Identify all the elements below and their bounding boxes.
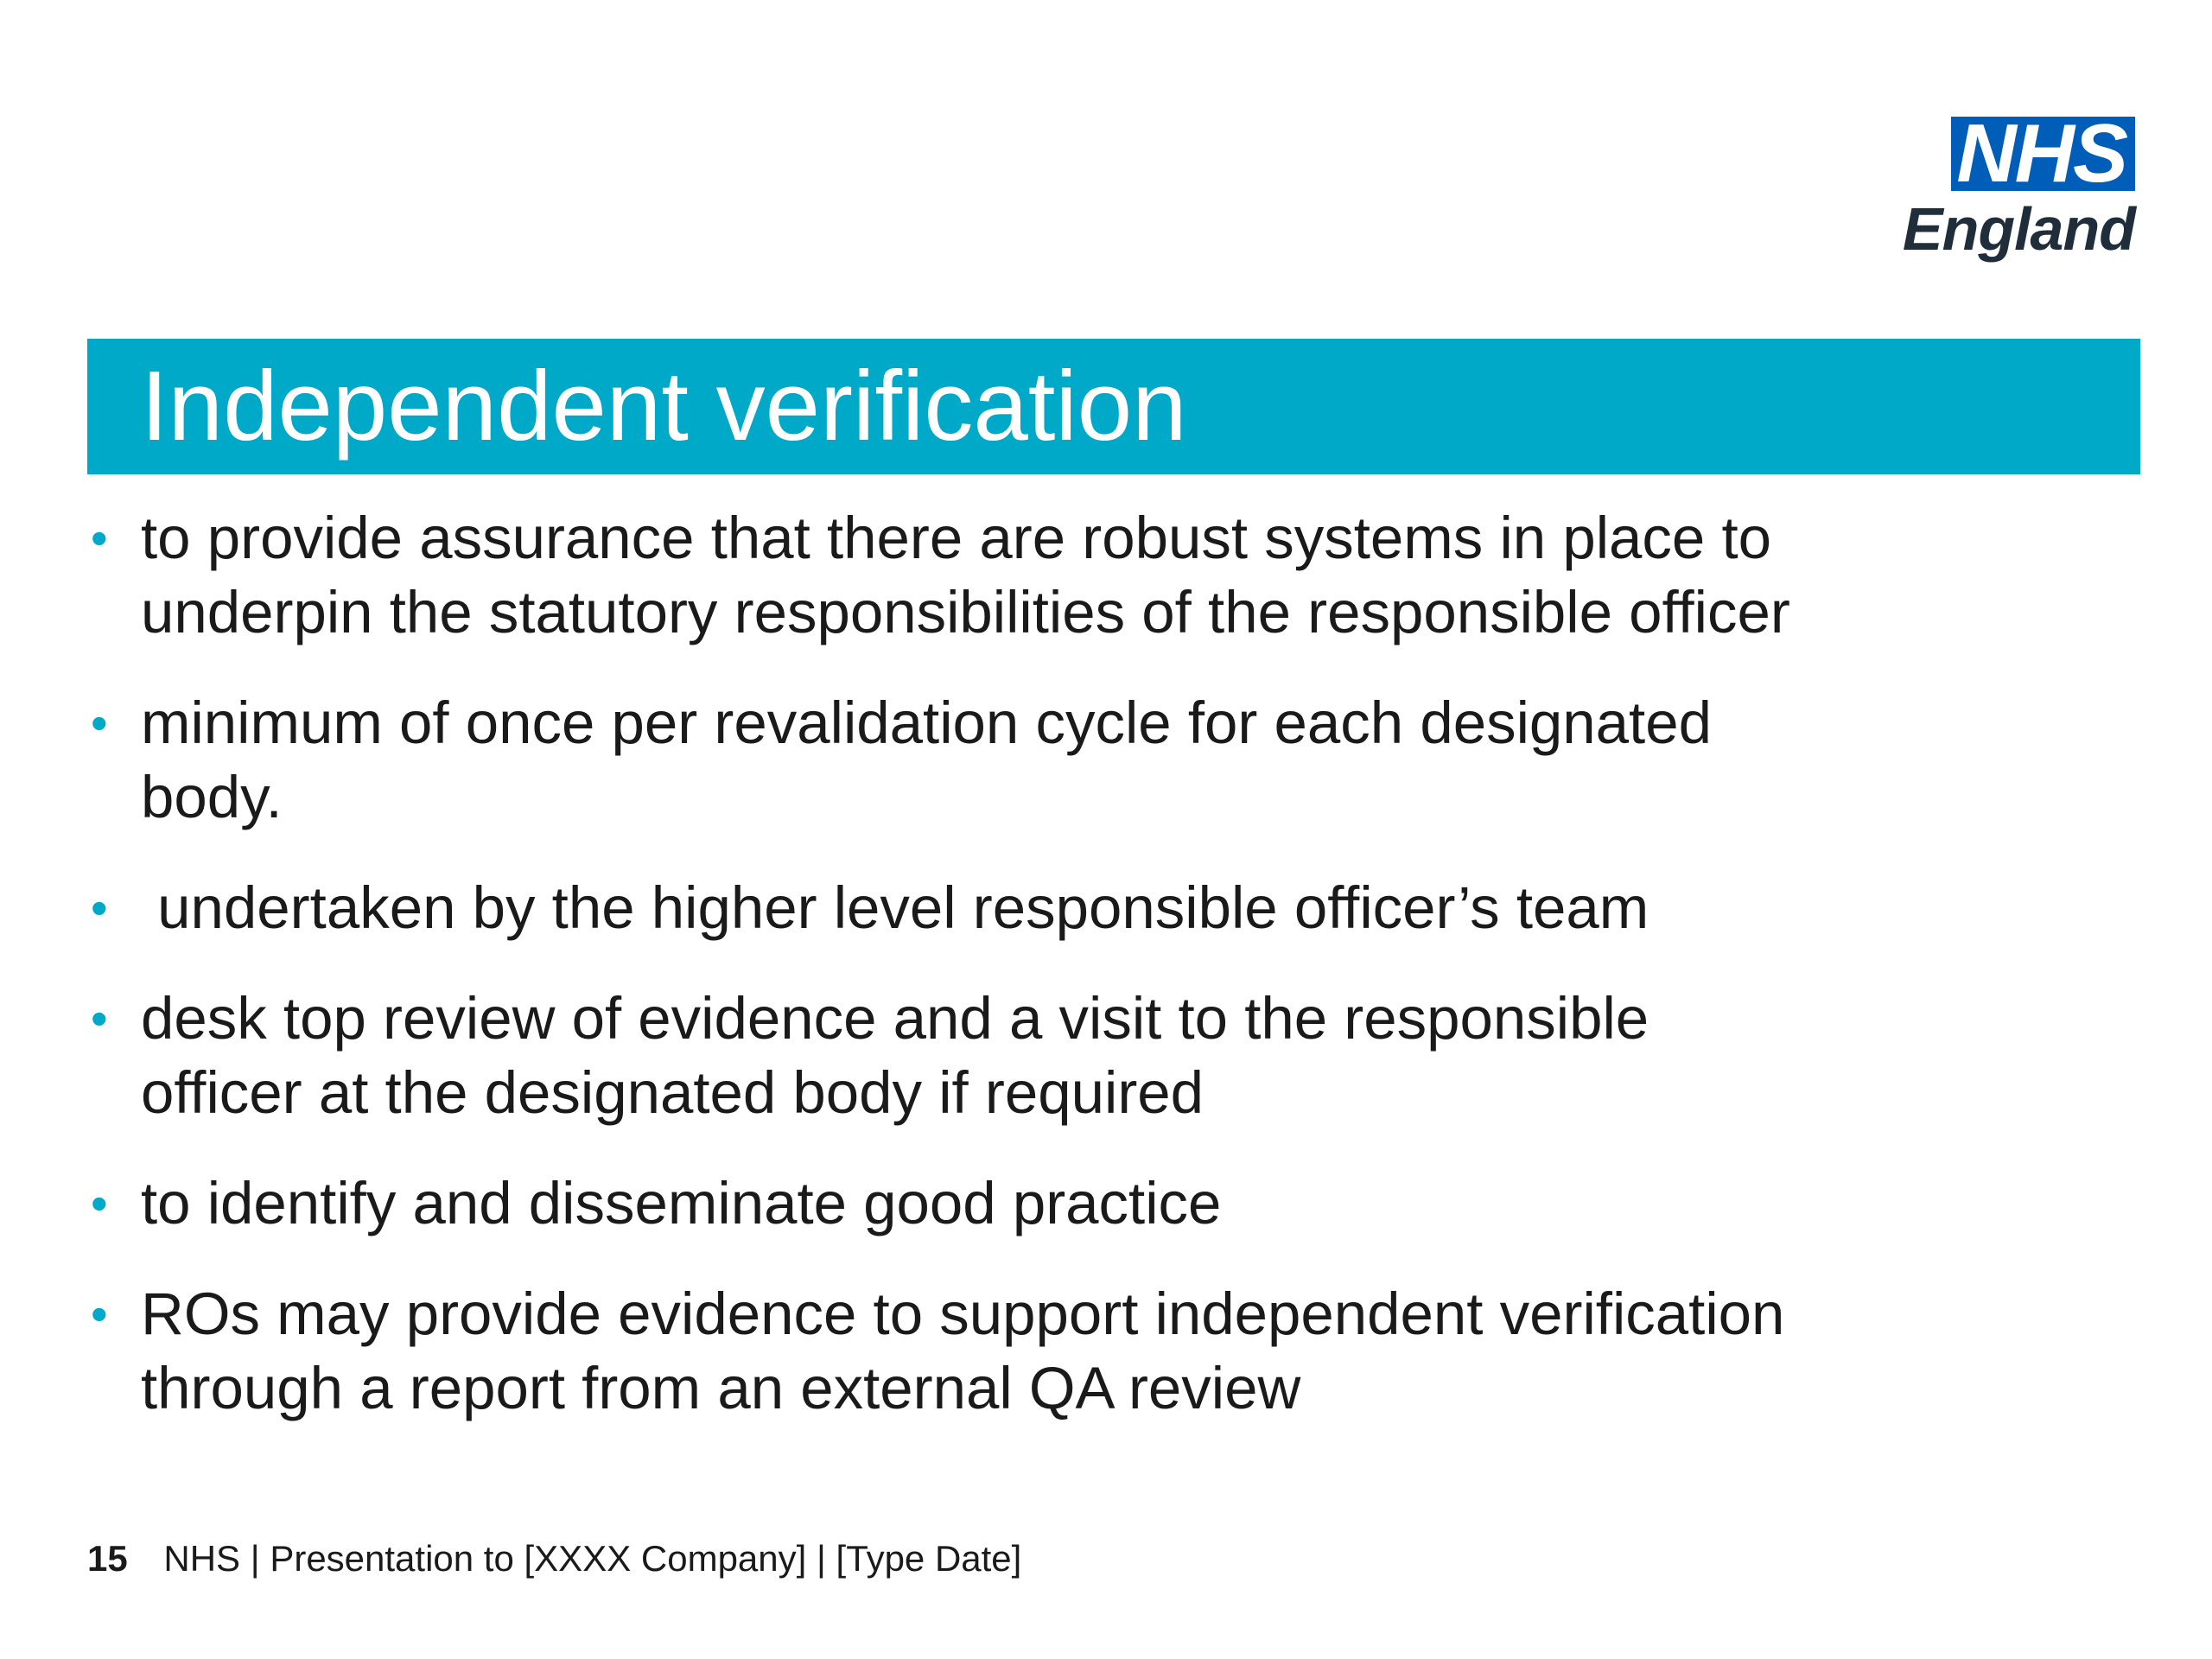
title-bar [87, 339, 2140, 474]
bullet-icon: • [91, 1287, 108, 1341]
nhs-england-logo [1897, 107, 2135, 264]
bullet-icon: • [91, 696, 108, 750]
bullet-icon: • [91, 991, 108, 1046]
bullet-text: desk top review of evidence and a visit to the responsible officer at the designated body if required [141, 985, 1649, 1126]
slide-footer [87, 1536, 1021, 1581]
bullet-icon: • [91, 880, 108, 935]
bullet-text: ROs may provide evidence to support independent verification through a report from an external QA review [141, 1281, 1785, 1421]
bullet-item [87, 871, 1815, 945]
nhs-logo-england: England [1902, 195, 2135, 263]
bullet-item [87, 1166, 1815, 1241]
footer-text: NHS | Presentation to [XXXX Company] | [Type Date] [163, 1538, 1022, 1579]
bullet-icon: • [91, 511, 108, 565]
bullet-text: to identify and disseminate good practice [141, 1170, 1222, 1236]
bullet-list [87, 501, 1815, 1462]
bullet-icon: • [91, 1176, 108, 1230]
bullet-text: minimum of once per revalidation cycle for each designated body. [141, 690, 1712, 830]
bullet-item [87, 686, 1815, 835]
page-number: 15 [87, 1538, 128, 1579]
bullet-item [87, 982, 1815, 1130]
slide-title: Independent verification [141, 352, 1187, 461]
nhs-logo-box: NHS [1951, 117, 2135, 191]
bullet-text: to provide assurance that there are robust systems in place to underpin the statutory responsibilities of the responsible officer [141, 505, 1790, 645]
bullet-item [87, 501, 1815, 650]
bullet-text: undertaken by the higher level responsible officer’s team [141, 874, 1649, 941]
bullet-item [87, 1277, 1815, 1426]
